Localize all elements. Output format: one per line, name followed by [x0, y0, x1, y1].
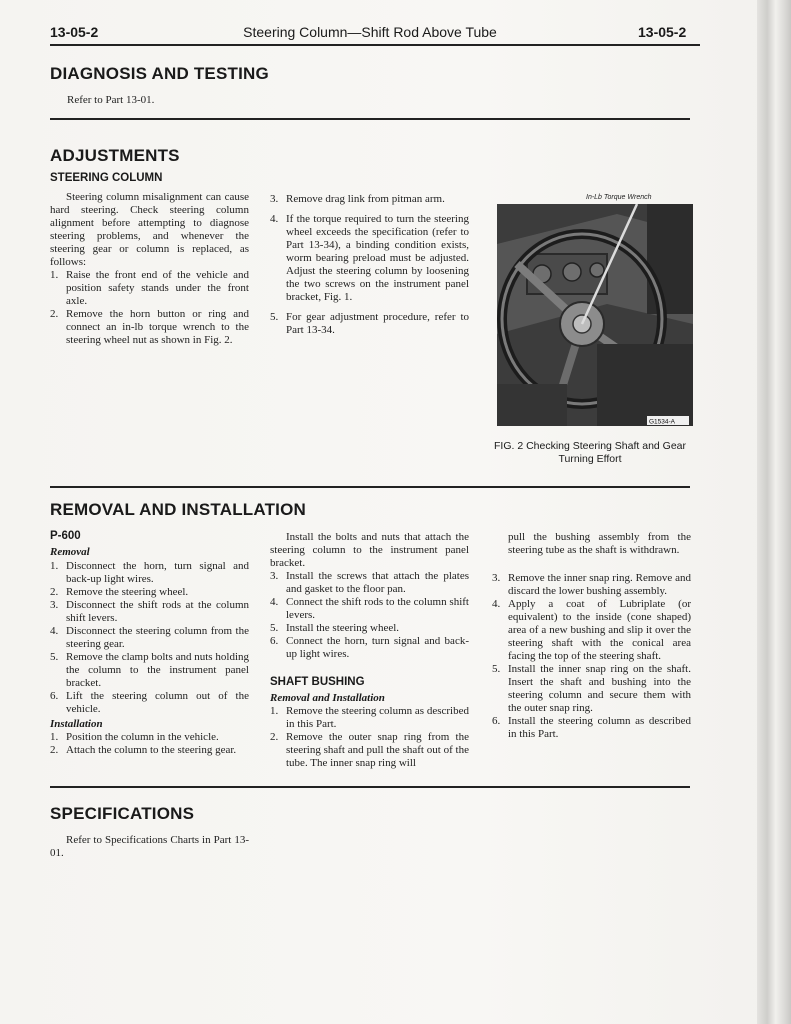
- removal-installation-heading: REMOVAL AND INSTALLATION: [50, 500, 307, 519]
- installation-steps: [50, 731, 249, 757]
- installation-continued-steps: [270, 570, 469, 661]
- list-item: 2. Remove the outer snap ring from the steering shaft and pull the shaft out of the tube. The inner snap ring will: [270, 731, 469, 769]
- list-item: 2. Attach the column to the steering gear.: [50, 744, 237, 756]
- list-item: 2. Remove the horn button or ring and connect an in-lb torque wrench to the steering wheel nut as shown in Fig. 2.: [50, 308, 249, 346]
- list-item: 5. Remove the clamp bolts and nuts holding the column to the instrument panel bracket.: [50, 651, 249, 689]
- installation-continued-text: Install the bolts and nuts that attach the steering column to the instrument panel bracket.: [270, 531, 469, 569]
- list-item: 4. Connect the shift rods to the column shift levers.: [270, 596, 469, 621]
- shaft-bushing-heading: SHAFT BUSHING: [270, 676, 365, 688]
- list-item: 3. Remove the inner snap ring. Remove and discard the lower bushing assembly.: [492, 572, 691, 597]
- list-item: 4. Disconnect the steering column from the steering gear.: [50, 625, 249, 650]
- list-item: 3. Disconnect the shift rods at the column shift levers.: [50, 599, 249, 624]
- model-subheading: P-600: [50, 530, 81, 542]
- adjustments-intro: Steering column misalignment can cause hard steering. Check steering column alignment before attempting to diagnose steering problems, and whenever the steering gear or column is replaced, as follows:: [50, 191, 249, 268]
- steering-wheel-illustration: [497, 204, 693, 426]
- figure-callout-label: In-Lb Torque Wrench: [586, 194, 652, 201]
- list-item: 6. Install the steering column as described in this Part.: [492, 715, 691, 740]
- list-item: 1. Remove the steering column as described in this Part.: [270, 705, 469, 730]
- figure-code: G1534-A: [649, 418, 676, 426]
- section-rule: [50, 118, 690, 120]
- list-item: 5. Install the inner snap ring on the shaft. Insert the shaft and bushing into the steering column and secure them with the outer snap ring.: [492, 663, 691, 714]
- list-item: 3. Remove drag link from pitman arm.: [270, 193, 445, 205]
- list-item: 6. Connect the horn, turn signal and back-up light wires.: [270, 635, 469, 660]
- header-rule: [50, 44, 700, 46]
- figure-caption: FIG. 2 Checking Steering Shaft and Gear Turning Effort: [493, 440, 687, 465]
- list-item: 5. Install the steering wheel.: [270, 622, 400, 634]
- list-item: 2. Remove the steering wheel.: [50, 586, 189, 598]
- removal-steps: [50, 560, 249, 716]
- installation-label: Installation: [50, 718, 103, 730]
- page-number-left: 13-05-2: [50, 24, 99, 40]
- list-item: 1. Disconnect the horn, turn signal and back-up light wires.: [50, 560, 249, 585]
- shaft-bushing-steps-b: [492, 572, 691, 741]
- list-item: 1. Position the column in the vehicle.: [50, 731, 219, 743]
- list-item: 3. Install the screws that attach the plates and gasket to the floor pan.: [270, 570, 469, 595]
- shaft-bushing-label: Removal and Installation: [270, 692, 385, 704]
- page-number-right: 13-05-2: [638, 24, 687, 40]
- section-rule: [50, 786, 690, 788]
- list-item: 5. For gear adjustment procedure, refer to Part 13-34.: [270, 311, 469, 336]
- specifications-text: Refer to Specifications Charts in Part 13-01.: [50, 834, 249, 859]
- list-item: 1. Raise the front end of the vehicle and position safety stands under the front axle.: [50, 269, 249, 307]
- section-rule: [50, 486, 690, 488]
- shaft-bushing-continued-text: pull the bushing assembly from the steering tube as the shaft is withdrawn.: [508, 531, 691, 556]
- diagnosis-heading: DIAGNOSIS AND TESTING: [50, 64, 269, 83]
- specifications-heading: SPECIFICATIONS: [50, 804, 195, 823]
- list-item: 4. Apply a coat of Lubriplate (or equivalent) to the inside (cone shaped) area of a new bushing and slip it over the steering shaft with the conical area facing the top of the steering shaft.: [492, 598, 691, 662]
- binding-edge: [757, 0, 791, 1024]
- diagnosis-text: Refer to Part 13-01.: [67, 94, 155, 106]
- steering-column-subheading: STEERING COLUMN: [50, 172, 163, 184]
- steering-wheel-photo: [497, 204, 693, 426]
- adjustments-steps-col1: [50, 269, 249, 347]
- list-item: 4. If the torque required to turn the steering wheel exceeds the specification (refer to Part 13-34), a binding condition exists, worm bearing preload must be adjusted. Adjust the steering column by loosening the two screws on the instrument panel bracket, Fig. 1.: [270, 213, 469, 303]
- adjustments-heading: ADJUSTMENTS: [50, 146, 180, 165]
- running-title: Steering Column—Shift Rod Above Tube: [243, 24, 497, 40]
- removal-label: Removal: [50, 546, 90, 558]
- adjustments-steps-col2: [270, 193, 469, 337]
- list-item: 6. Lift the steering column out of the vehicle.: [50, 690, 249, 715]
- shaft-bushing-steps-a: [270, 705, 469, 770]
